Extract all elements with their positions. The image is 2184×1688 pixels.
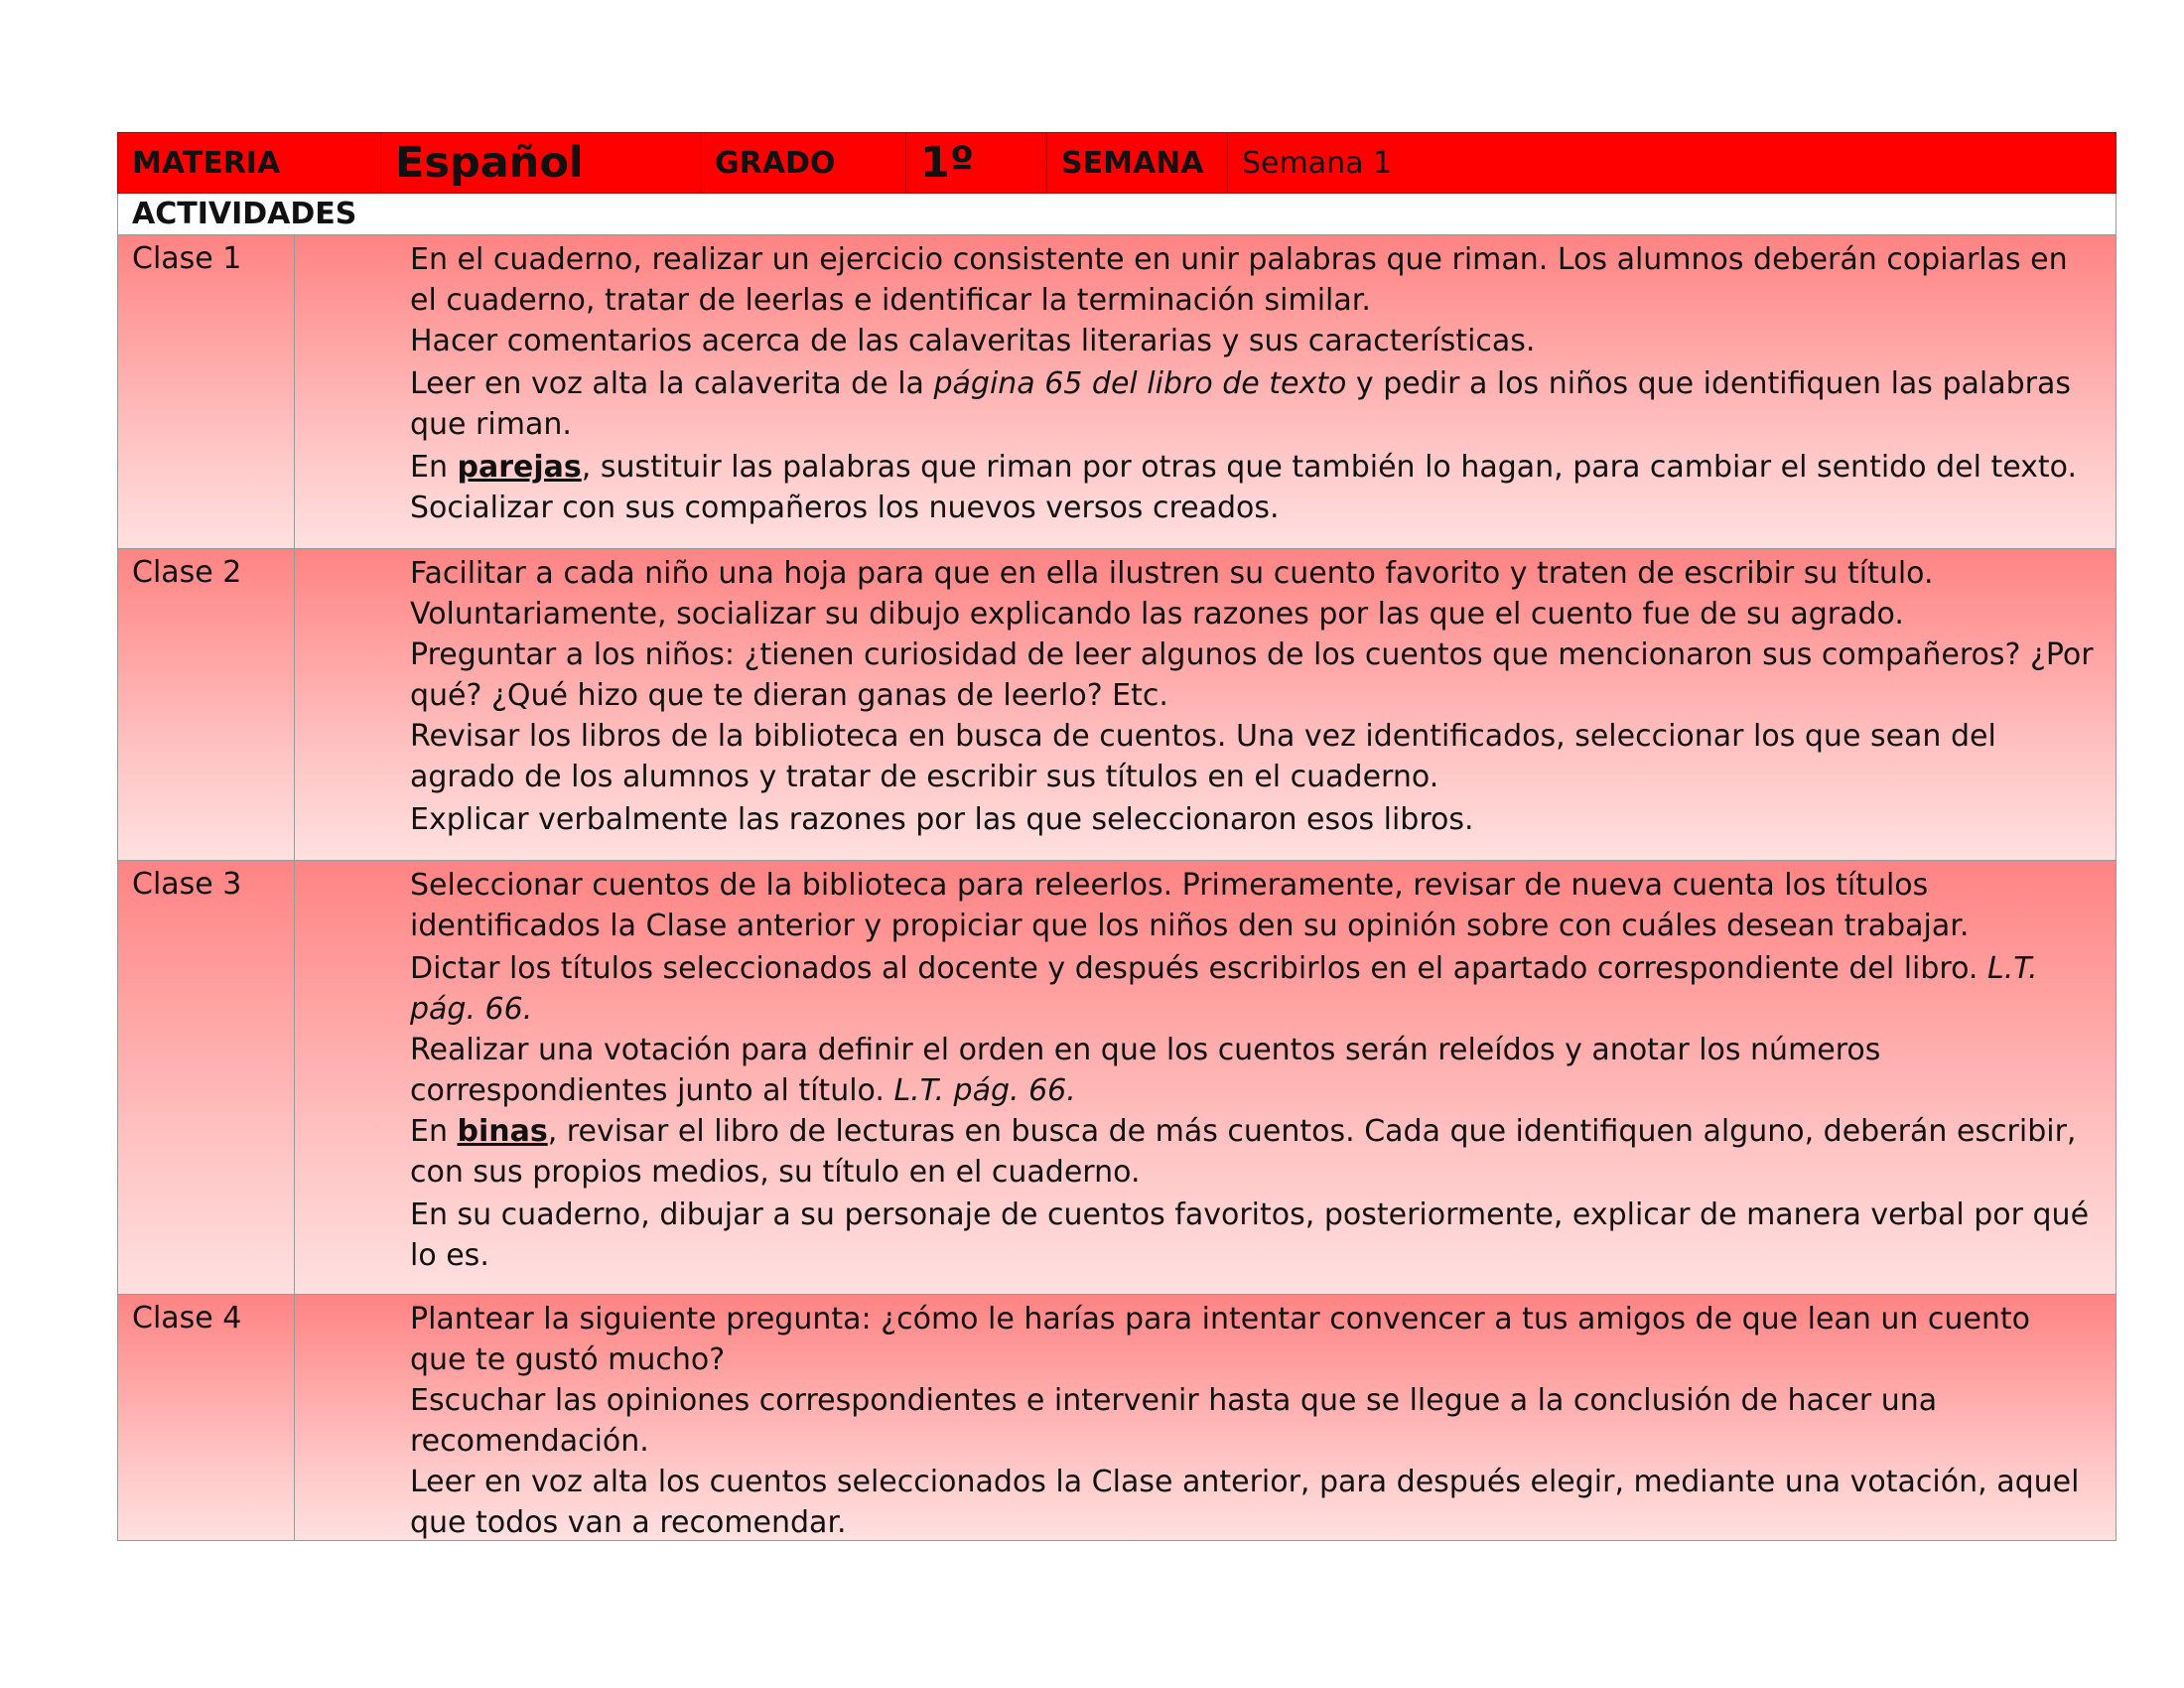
activity-text-part: En bbox=[410, 450, 458, 485]
class-row-3 bbox=[117, 861, 2116, 1295]
activity-text: En el cuaderno, realizar un ejercicio consistente en unir palabras que riman. Los alumnos deberán copiarlas en el cuaderno, tratar de leerlas e identificar la terminación similar. bbox=[410, 242, 2068, 318]
grado-label: GRADO bbox=[701, 133, 906, 193]
activity-text-part: En bbox=[410, 1114, 458, 1149]
activity-text: Plantear la siguiente pregunta: ¿cómo le harías para intentar convencer a tus amigos de que lean un cuento que te gustó mucho? bbox=[410, 1302, 2031, 1377]
class-label: Clase 4 bbox=[118, 1295, 295, 1540]
activity-text: En su cuaderno, dibujar a su personaje de cuentos favoritos, posteriormente, explicar de manera verbal por qué lo es. bbox=[410, 1197, 2090, 1273]
materia-label: MATERIA bbox=[118, 133, 381, 193]
class-row-2 bbox=[117, 549, 2116, 861]
class-activities bbox=[295, 1295, 2116, 1540]
activity-text: Preguntar a los niños: ¿tienen curiosidad de leer algunos de los cuentos que mencionaron sus compañeros? ¿Por qué? ¿Qué hizo que te dieran ganas de leerlo? Etc. bbox=[410, 637, 2094, 713]
class-row-1 bbox=[117, 235, 2116, 549]
activity-text bbox=[410, 1030, 2096, 1111]
class-row-4 bbox=[117, 1295, 2116, 1541]
activity-text: Facilitar a cada niño una hoja para que en ella ilustren su cuento favorito y traten de escribir su título. bbox=[410, 556, 1934, 591]
activity-text: Seleccionar cuentos de la biblioteca para releerlos. Primeramente, revisar de nueva cuenta los títulos identificados la Clase anterior y propiciar que los niños den su opinión sobre con cuáles desean trabajar. bbox=[410, 868, 1970, 943]
class-label: Clase 2 bbox=[118, 549, 295, 860]
textbook-reference: página 65 del libro de texto bbox=[933, 366, 1347, 401]
activity-text: Voluntariamente, socializar su dibujo explicando las razones por las que el cuento fue de su agrado. bbox=[410, 597, 1904, 632]
class-label: Clase 1 bbox=[118, 235, 295, 548]
activity-text bbox=[410, 447, 2096, 488]
activity-text-part: Leer en voz alta la calaverita de la bbox=[410, 366, 934, 401]
textbook-reference: L.T. pág. 66. bbox=[893, 1073, 1076, 1108]
semana-label: SEMANA bbox=[1047, 133, 1228, 193]
class-activities bbox=[295, 549, 2116, 860]
activity-text-part: y pedir a los niños que identifiquen las palabras que riman. bbox=[410, 366, 2071, 442]
class-label: Clase 3 bbox=[118, 861, 295, 1294]
actividades-title: ACTIVIDADES bbox=[117, 194, 2116, 235]
activity-text: Escuchar las opiniones correspondientes e intervenir hasta que se llegue a la conclusión de hacer una recomendación. bbox=[410, 1383, 1938, 1459]
textbook-reference: L.T. pág. 66. bbox=[410, 951, 2038, 1027]
activity-text-part: , revisar el libro de lecturas en busca de más cuentos. Cada que identifiquen alguno, deberán escribir, con sus propios medios, su título en el cuaderno. bbox=[410, 1114, 2077, 1190]
activity-text: Leer en voz alta los cuentos seleccionados la Clase anterior, para después elegir, mediante una votación, aquel que todos van a recomendar. bbox=[410, 1465, 2080, 1540]
class-activities bbox=[295, 235, 2116, 548]
activity-text: Socializar con sus compañeros los nuevos versos creados. bbox=[410, 491, 1280, 525]
header-row bbox=[117, 132, 2116, 194]
materia-value: Español bbox=[381, 133, 701, 193]
activity-text bbox=[410, 1111, 2096, 1193]
activity-text-part: , sustituir las palabras que riman por otras que también lo hagan, para cambiar el sentido del texto. bbox=[581, 450, 2078, 485]
activity-text-part: Dictar los títulos seleccionados al docente y después escribirlos en el apartado correspondiente del libro. bbox=[410, 951, 1987, 986]
activity-text bbox=[410, 948, 2096, 1030]
grouping-keyword: binas bbox=[457, 1114, 548, 1149]
grouping-keyword: parejas bbox=[457, 450, 582, 485]
lesson-plan-table bbox=[117, 132, 2116, 1541]
activity-text: Revisar los libros de la biblioteca en busca de cuentos. Una vez identificados, seleccionar los que sean del agrado de los alumnos y tratar de escribir sus títulos en el cuaderno. bbox=[410, 719, 1996, 794]
activity-text: Hacer comentarios acerca de las calaveritas literarias y sus características. bbox=[410, 324, 1536, 358]
semana-value: Semana 1 bbox=[1242, 145, 1393, 181]
class-activities bbox=[295, 861, 2116, 1294]
grado-value: 1º bbox=[906, 133, 1047, 193]
activity-text: Explicar verbalmente las razones por las que seleccionaron esos libros. bbox=[410, 802, 1474, 837]
activity-text-part: Realizar una votación para definir el orden en que los cuentos serán releídos y anotar los números correspondientes junto al título. bbox=[410, 1033, 1881, 1108]
activity-text bbox=[410, 363, 2096, 445]
